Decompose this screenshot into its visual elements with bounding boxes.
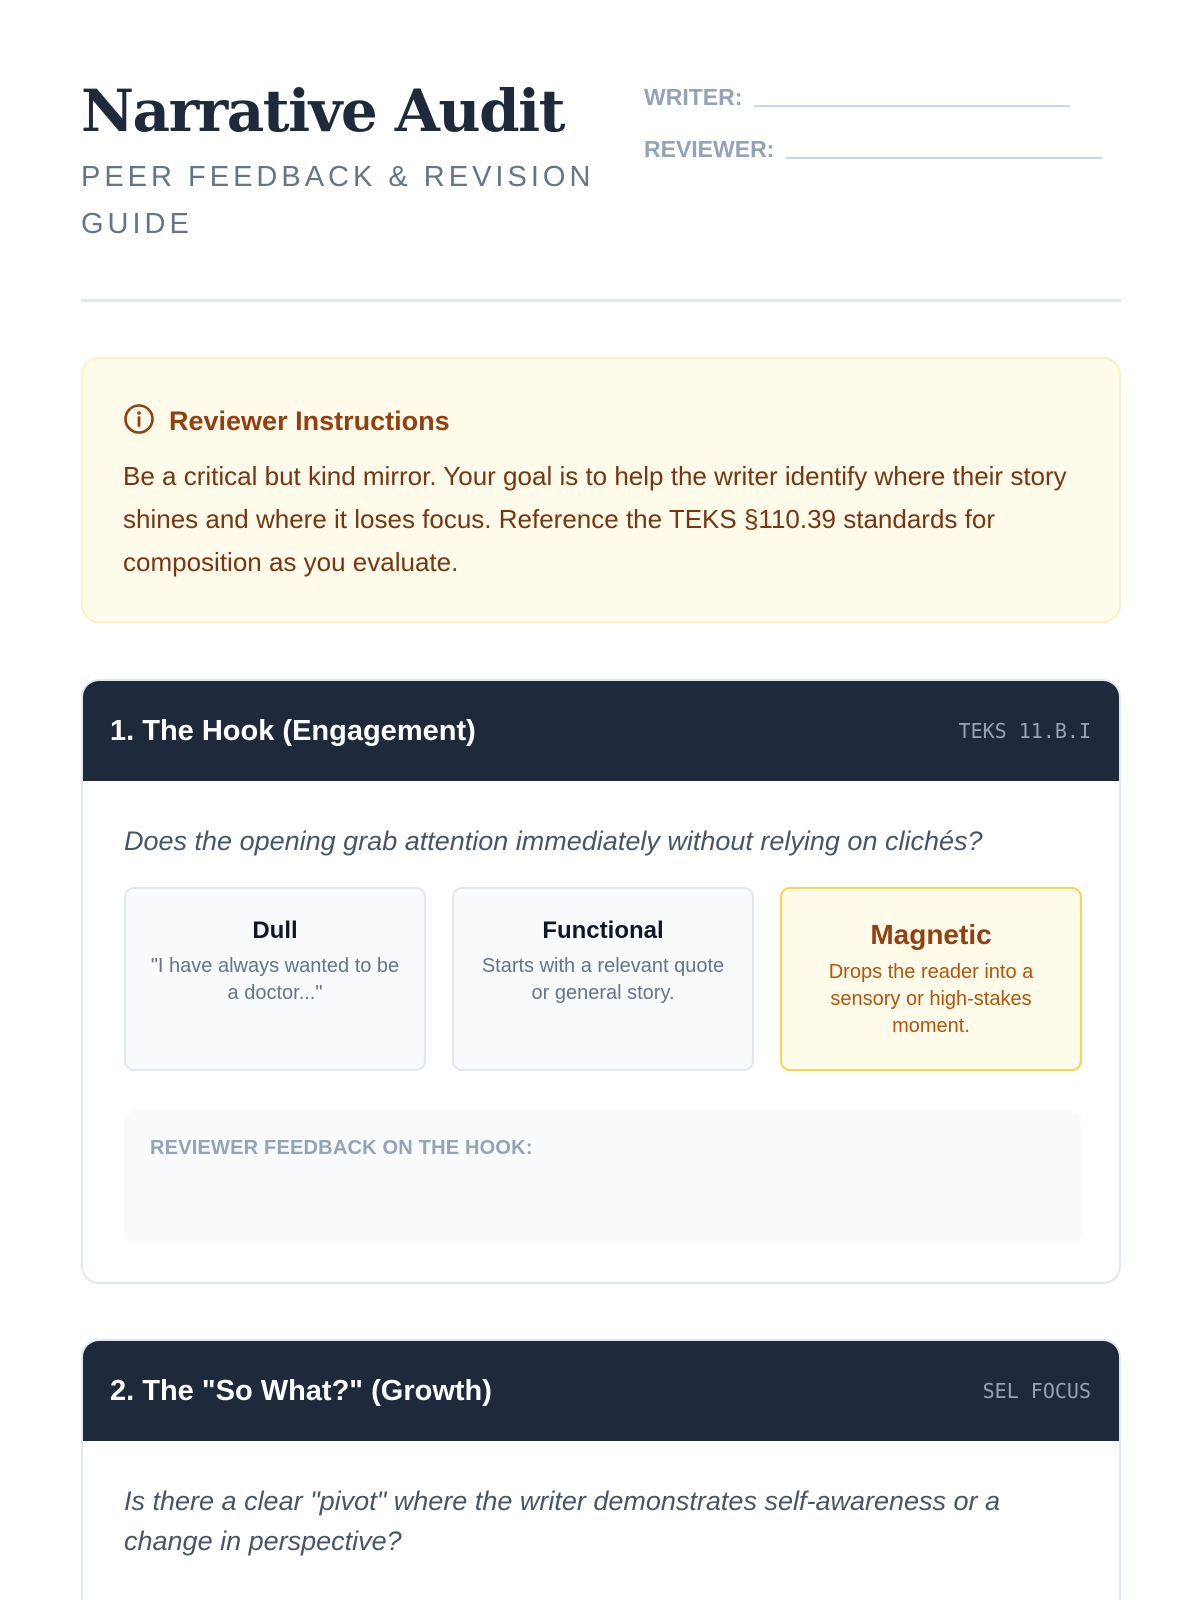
rating-name: Functional — [542, 917, 664, 944]
feedback-area[interactable] — [124, 1111, 1082, 1245]
section-growth — [81, 1339, 1121, 1600]
reviewer-line[interactable] — [786, 157, 1102, 159]
reviewer-field — [644, 136, 1102, 163]
rating-description: "I have always wanted to be a doctor..." — [150, 955, 400, 1004]
sel-focus-tag: SEL FOCUS — [982, 1379, 1091, 1403]
feedback-label: REVIEWER FEEDBACK ON THE HOOK: — [150, 1137, 533, 1159]
section-header — [83, 681, 1119, 781]
writer-line[interactable] — [754, 105, 1070, 107]
reviewer-label: REVIEWER: — [644, 136, 775, 162]
instructions-heading — [123, 403, 450, 440]
rating-name: Dull — [252, 917, 298, 944]
section-title: 2. The "So What?" (Growth) — [110, 1374, 492, 1407]
reviewer-instructions-callout — [81, 357, 1121, 623]
page-title: Narrative Audit — [81, 77, 564, 145]
section-hook — [81, 679, 1121, 1284]
writer-field — [644, 84, 1070, 111]
section-question: Does the opening grab attention immediately without relying on clichés? — [124, 826, 983, 856]
section-header — [83, 1341, 1119, 1441]
info-icon — [123, 403, 169, 440]
rating-description: Drops the reader into a sensory or high-stakes moment. — [828, 961, 1034, 1037]
writer-label: WRITER: — [644, 84, 743, 110]
rating-option-dull[interactable] — [124, 887, 426, 1071]
instructions-title: Reviewer Instructions — [169, 406, 450, 436]
section-question: Is there a clear "pivot" where the writer demonstrates self-awareness or a change in perspective? — [124, 1486, 1001, 1556]
instructions-text: Be a critical but kind mirror. Your goal is to help the writer identify where their story shines and where it loses focus. Reference the TEKS §110.39 standards for composition as you evaluate. — [123, 461, 1067, 577]
teks-tag: TEKS 11.B.I — [958, 719, 1091, 743]
rating-name: Magnetic — [870, 919, 992, 950]
rating-description: Starts with a relevant quote or general story. — [481, 955, 725, 1004]
rating-option-magnetic[interactable] — [780, 887, 1082, 1071]
rating-option-functional[interactable] — [452, 887, 754, 1071]
page-subtitle: PEER FEEDBACK & REVISION GUIDE — [81, 161, 595, 240]
section-title: 1. The Hook (Engagement) — [110, 714, 476, 747]
